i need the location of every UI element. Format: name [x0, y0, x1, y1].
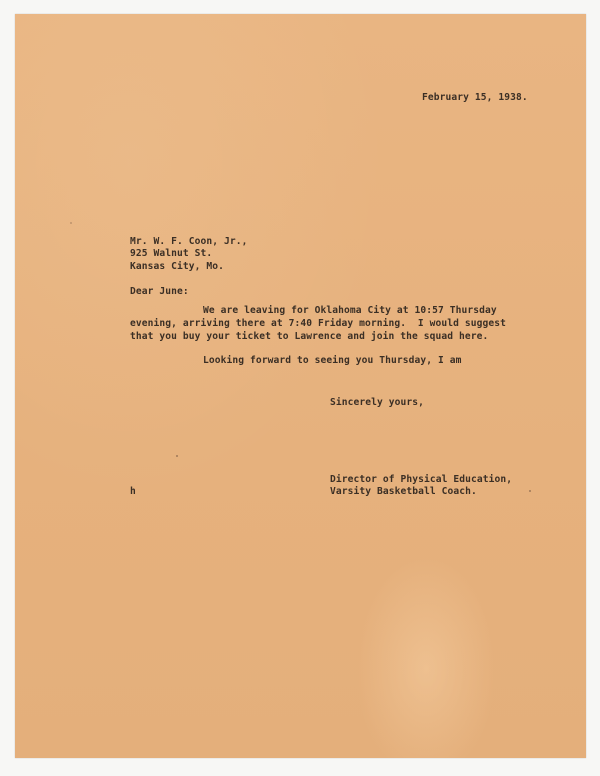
body-line: that you buy your ticket to Lawrence and join the squad here.	[130, 331, 489, 342]
letter-date: February 15, 1938.	[422, 92, 528, 103]
addressee-street: 925 Walnut St.	[130, 248, 213, 259]
closing: Sincerely yours,	[330, 397, 425, 408]
paper-speck	[70, 222, 72, 224]
addressee-city: Kansas City, Mo.	[130, 261, 225, 272]
addressee-name: Mr. W. F. Coon, Jr.,	[130, 236, 248, 247]
letter-paper	[15, 14, 586, 758]
signature-title: Varsity Basketball Coach.	[330, 486, 477, 497]
body-line: We are leaving for Oklahoma City at 10:57 Thursday	[203, 305, 497, 316]
body-line: Looking forward to seeing you Thursday, I am	[203, 355, 462, 366]
typist-initial: h	[130, 486, 136, 497]
body-line: evening, arriving there at 7:40 Friday morning. I would suggest	[130, 318, 507, 329]
salutation: Dear June:	[130, 286, 189, 297]
signature-title: Director of Physical Education,	[330, 474, 513, 485]
paper-speck	[529, 490, 531, 492]
paper-speck	[176, 455, 178, 457]
